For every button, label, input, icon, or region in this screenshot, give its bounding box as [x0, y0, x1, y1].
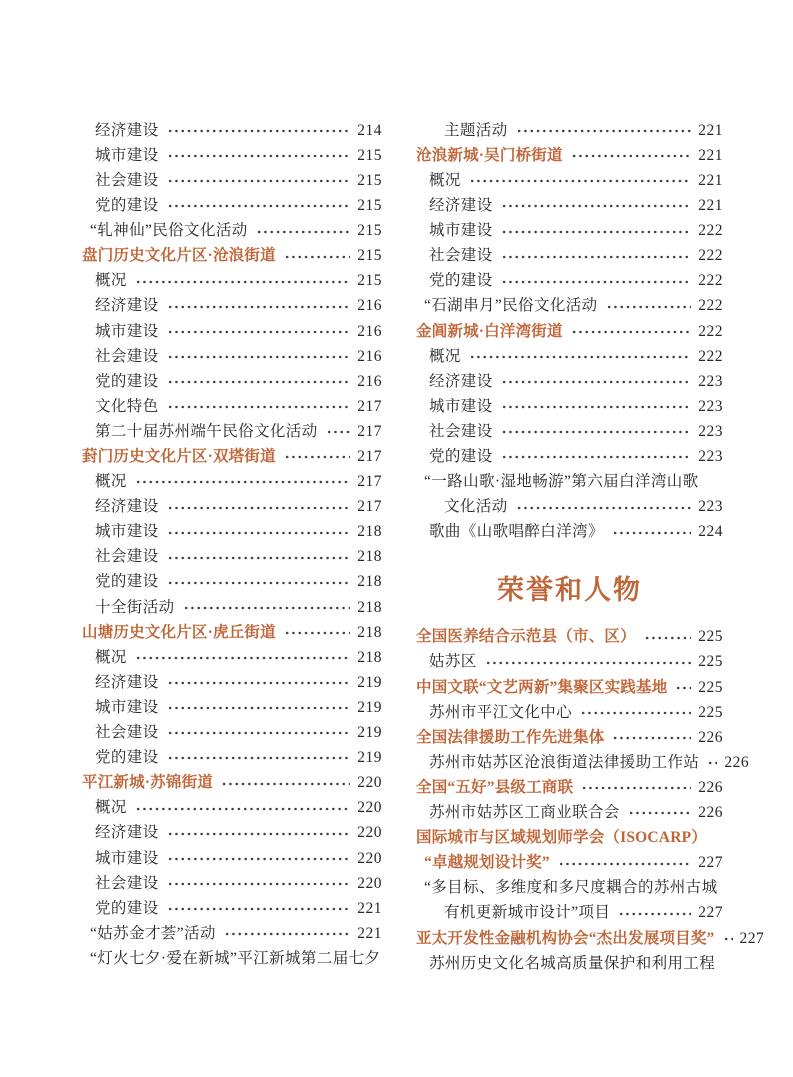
entry-label: 文化活动	[444, 498, 508, 516]
entry-label: 平江新城·苏锦街道	[82, 774, 213, 792]
dot-leader	[501, 218, 692, 243]
entry-label: 有机更新城市设计”项目	[444, 904, 611, 922]
dot-leader	[612, 725, 691, 750]
dot-leader	[606, 294, 692, 319]
dot-leader	[516, 118, 692, 143]
dot-leader	[135, 269, 350, 294]
entry-label: 中国文联“文艺两新”集聚区实践基地	[416, 678, 668, 696]
toc-item-entry	[416, 394, 723, 419]
entry-page-number: 219	[357, 749, 382, 767]
entry-page-number: 218	[357, 648, 382, 666]
entry-label: 苏州市平江文化中心	[429, 703, 573, 721]
entry-label: 文化特色	[95, 397, 159, 415]
dot-leader	[224, 921, 350, 946]
entry-page-number: 217	[357, 473, 382, 491]
dot-leader	[571, 143, 692, 168]
toc-item-entry	[82, 846, 382, 871]
dot-leader	[501, 419, 692, 444]
entry-page-number: 217	[357, 397, 382, 415]
dot-leader	[135, 796, 350, 821]
toc-item-entry	[82, 369, 382, 394]
toc-item-entry	[82, 294, 382, 319]
entry-label: “石湖串月”民俗文化活动	[424, 297, 598, 315]
dot-leader	[167, 394, 351, 419]
dot-leader	[167, 846, 351, 871]
toc-item-entry	[82, 494, 382, 519]
entry-page-number: 218	[357, 573, 382, 591]
dot-leader	[501, 243, 692, 268]
entry-label: 概况	[429, 347, 461, 365]
entry-label: 社会建设	[429, 247, 493, 265]
entry-label: 经济建设	[429, 372, 493, 390]
entry-label: 经济建设	[429, 197, 493, 215]
dot-leader	[221, 770, 350, 795]
entry-page-number: 218	[357, 523, 382, 541]
toc-item-entry	[82, 745, 382, 770]
dot-leader	[167, 570, 351, 595]
toc-item-entry	[82, 344, 382, 369]
toc-item-entry	[82, 419, 382, 444]
entry-page-number: 220	[357, 849, 382, 867]
dot-leader	[284, 243, 350, 268]
toc-item-entry	[82, 670, 382, 695]
toc-item-entry	[77, 921, 382, 946]
dot-leader	[135, 469, 350, 494]
toc-item-entry	[77, 946, 382, 971]
entry-page-number: 221	[698, 171, 723, 189]
dot-leader	[612, 520, 691, 545]
toc-item-entry	[82, 168, 382, 193]
toc-item-entry	[411, 469, 723, 494]
entry-page-number: 226	[698, 778, 723, 796]
toc-item-entry	[82, 269, 382, 294]
entry-label: 城市建设	[95, 849, 159, 867]
toc-item-entry	[82, 871, 382, 896]
toc-item-entry	[416, 419, 723, 444]
toc-heading-entry	[82, 620, 382, 645]
dot-leader	[675, 675, 691, 700]
entry-page-number: 215	[357, 171, 382, 189]
entry-page-number: 219	[357, 673, 382, 691]
toc-item-entry	[416, 118, 723, 143]
toc-item-entry	[416, 269, 723, 294]
entry-page-number: 218	[357, 623, 382, 641]
dot-leader	[167, 821, 351, 846]
dot-leader	[284, 444, 350, 469]
toc-heading-entry	[416, 675, 723, 700]
toc-item-entry	[82, 720, 382, 745]
entry-page-number: 221	[698, 146, 723, 164]
entry-page-number: 225	[698, 678, 723, 696]
entry-page-number: 220	[357, 824, 382, 842]
toc-item-entry	[82, 118, 382, 143]
entry-page-number: 221	[357, 924, 382, 942]
entry-page-number: 218	[357, 598, 382, 616]
entry-page-number: 223	[698, 498, 723, 516]
entry-label: 金阊新城·白洋湾街道	[416, 322, 563, 340]
entry-page-number: 225	[698, 703, 723, 721]
entry-label: “灯火七夕·爱在新城”平江新城第二届七夕	[90, 949, 381, 967]
dot-leader	[501, 444, 692, 469]
entry-label: 党的建设	[95, 899, 159, 917]
toc-item-entry	[82, 319, 382, 344]
entry-label: 经济建设	[95, 498, 159, 516]
entry-label: 概况	[95, 272, 127, 290]
dot-leader	[256, 218, 351, 243]
entry-label: 党的建设	[429, 272, 493, 290]
entry-page-number: 223	[698, 422, 723, 440]
dot-leader	[501, 193, 692, 218]
entry-page-number: 220	[357, 799, 382, 817]
toc-heading-entry	[82, 444, 382, 469]
dot-leader	[644, 625, 691, 650]
entry-label: 党的建设	[95, 372, 159, 390]
entry-label: “轧神仙”民俗文化活动	[90, 222, 248, 240]
dot-leader	[167, 545, 351, 570]
entry-label: 经济建设	[95, 121, 159, 139]
entry-page-number: 219	[357, 724, 382, 742]
entry-page-number: 227	[739, 929, 765, 947]
toc-item-entry	[416, 494, 723, 519]
toc-item-entry	[82, 595, 382, 620]
toc-heading-entry	[411, 850, 723, 875]
entry-page-number: 226	[698, 728, 723, 746]
entry-page-number: 223	[698, 448, 723, 466]
entry-page-number: 219	[357, 698, 382, 716]
entry-page-number: 216	[357, 322, 382, 340]
entry-page-number: 220	[357, 774, 382, 792]
dot-leader	[167, 720, 351, 745]
dot-leader	[167, 670, 351, 695]
toc-heading-entry	[416, 143, 723, 168]
dot-leader	[580, 700, 691, 725]
toc-item-entry	[411, 294, 723, 319]
toc-item-entry	[82, 896, 382, 921]
toc-item-entry	[416, 951, 723, 976]
entry-page-number: 224	[698, 523, 723, 541]
dot-leader	[284, 620, 350, 645]
toc-item-entry	[416, 218, 723, 243]
entry-page-number: 218	[357, 548, 382, 566]
entry-label: 党的建设	[95, 749, 159, 767]
entry-label: 全国医养结合示范县（市、区）	[416, 628, 636, 646]
toc-item-entry	[77, 218, 382, 243]
entry-label: 概况	[429, 171, 461, 189]
entry-page-number: 215	[357, 197, 382, 215]
entry-page-number: 227	[698, 854, 723, 872]
entry-page-number: 226	[724, 753, 750, 771]
toc-item-entry	[416, 520, 723, 545]
dot-leader	[167, 344, 351, 369]
entry-label: 经济建设	[95, 673, 159, 691]
entry-label: 苏州市姑苏区工商业联合会	[429, 804, 620, 822]
dot-leader	[167, 168, 351, 193]
entry-label: 全国法律援助工作先进集体	[416, 728, 605, 746]
dot-leader	[571, 319, 692, 344]
entry-label: 葑门历史文化片区·双塔街道	[82, 448, 276, 466]
entry-page-number: 225	[698, 628, 723, 646]
entry-page-number: 215	[357, 146, 382, 164]
toc-item-entry	[82, 545, 382, 570]
entry-label: 城市建设	[429, 222, 493, 240]
dot-leader	[723, 926, 733, 951]
dot-leader	[183, 595, 351, 620]
dot-leader	[707, 750, 717, 775]
toc-item-entry	[411, 876, 723, 901]
entry-label: 城市建设	[95, 698, 159, 716]
entry-label: “一路山歌·湿地畅游”第六届白洋湾山歌	[424, 473, 699, 491]
section-title-honors-and-people: 荣誉和人物	[497, 574, 642, 605]
toc-item-entry	[416, 344, 723, 369]
entry-page-number: 217	[357, 422, 382, 440]
entry-page-number: 216	[357, 297, 382, 315]
entry-page-number: 222	[698, 347, 723, 365]
entry-page-number: 222	[698, 272, 723, 290]
toc-item-entry	[82, 520, 382, 545]
entry-label: 主题活动	[444, 121, 508, 139]
entry-page-number: 215	[357, 222, 382, 240]
entry-label: 社会建设	[95, 874, 159, 892]
entry-label: 第二十届苏州端午民俗文化活动	[95, 422, 318, 440]
toc-right-bottom-entries	[416, 625, 765, 976]
entry-page-number: 220	[357, 874, 382, 892]
toc-heading-entry	[416, 926, 765, 951]
entry-page-number: 223	[698, 397, 723, 415]
toc-item-entry	[416, 168, 723, 193]
toc-item-entry	[416, 901, 723, 926]
entry-label: 沧浪新城·吴门桥街道	[416, 146, 563, 164]
dot-leader	[558, 850, 691, 875]
entry-page-number: 222	[698, 322, 723, 340]
entry-page-number: 216	[357, 347, 382, 365]
entry-label: “多目标、多维度和多尺度耦合的苏州古城	[424, 879, 718, 897]
entry-page-number: 227	[698, 904, 723, 922]
toc-item-entry	[416, 650, 723, 675]
toc-right-top-entries	[416, 118, 723, 545]
toc-item-entry	[82, 645, 382, 670]
toc-item-entry	[416, 800, 723, 825]
toc-item-entry	[82, 394, 382, 419]
toc-item-entry	[82, 695, 382, 720]
toc-right-column	[416, 118, 765, 976]
toc-heading-entry	[416, 725, 723, 750]
entry-label: 山塘历史文化片区·虎丘街道	[82, 623, 276, 641]
entry-label: 歌曲《山歌唱醉白洋湾》	[429, 523, 604, 541]
dot-leader	[167, 294, 351, 319]
dot-leader	[326, 419, 351, 444]
dot-leader	[167, 695, 351, 720]
entry-page-number: 222	[698, 297, 723, 315]
dot-leader	[581, 775, 691, 800]
dot-leader	[167, 118, 351, 143]
entry-label: 概况	[95, 648, 127, 666]
entry-label: 姑苏区	[429, 653, 477, 671]
dot-leader	[628, 800, 691, 825]
entry-label: 社会建设	[95, 347, 159, 365]
entry-label: 党的建设	[95, 573, 159, 591]
entry-label: “姑苏金才荟”活动	[90, 924, 216, 942]
toc-heading-entry	[416, 319, 723, 344]
dot-leader	[167, 745, 351, 770]
entry-page-number: 222	[698, 247, 723, 265]
entry-page-number: 221	[357, 899, 382, 917]
entry-page-number: 223	[698, 372, 723, 390]
toc-item-entry	[416, 444, 723, 469]
toc-heading-entry	[82, 770, 382, 795]
entry-label: 苏州历史文化名城高质量保护和利用工程	[429, 954, 716, 972]
entry-label: 经济建设	[95, 297, 159, 315]
entry-label: 亚太开发性金融机构协会“杰出发展项目奖”	[416, 929, 715, 947]
dot-leader	[516, 494, 692, 519]
entry-label: 苏州市姑苏区沧浪街道法律援助工作站	[429, 753, 700, 771]
dot-leader	[501, 394, 692, 419]
dot-leader	[167, 871, 351, 896]
entry-page-number: 215	[357, 247, 382, 265]
dot-leader	[469, 168, 691, 193]
entry-label: 概况	[95, 799, 127, 817]
toc-item-entry	[416, 750, 750, 775]
entry-label: 概况	[95, 473, 127, 491]
dot-leader	[485, 650, 692, 675]
entry-label: 城市建设	[95, 146, 159, 164]
toc-item-entry	[82, 143, 382, 168]
entry-label: 十全街活动	[95, 598, 175, 616]
dot-leader	[618, 901, 691, 926]
toc-heading-entry	[416, 825, 723, 850]
dot-leader	[167, 896, 351, 921]
entry-label: 国际城市与区域规划师学会（ISOCARP）	[416, 829, 707, 847]
entry-label: 城市建设	[95, 322, 159, 340]
dot-leader	[501, 269, 692, 294]
dot-leader	[135, 645, 350, 670]
entry-page-number: 216	[357, 372, 382, 390]
entry-page-number: 221	[698, 197, 723, 215]
entry-label: “卓越规划设计奖”	[424, 854, 550, 872]
toc-item-entry	[416, 369, 723, 394]
entry-page-number: 214	[357, 121, 382, 139]
entry-label: 社会建设	[95, 548, 159, 566]
dot-leader	[167, 369, 351, 394]
toc-heading-entry	[82, 243, 382, 268]
entry-label: 城市建设	[95, 523, 159, 541]
toc-left-column	[82, 118, 382, 976]
entry-label: 社会建设	[95, 724, 159, 742]
toc-item-entry	[82, 570, 382, 595]
toc-item-entry	[416, 243, 723, 268]
entry-page-number: 221	[698, 121, 723, 139]
entry-label: 社会建设	[429, 422, 493, 440]
toc-item-entry	[82, 821, 382, 846]
toc-item-entry	[416, 193, 723, 218]
entry-page-number: 217	[357, 498, 382, 516]
entry-label: 党的建设	[429, 448, 493, 466]
dot-leader	[501, 369, 692, 394]
dot-leader	[167, 520, 351, 545]
entry-label: 党的建设	[95, 197, 159, 215]
toc-item-entry	[416, 700, 723, 725]
entry-label: 全国“五好”县级工商联	[416, 778, 574, 796]
dot-leader	[167, 319, 351, 344]
entry-page-number: 225	[698, 653, 723, 671]
entry-page-number: 215	[357, 272, 382, 290]
toc-item-entry	[82, 796, 382, 821]
dot-leader	[167, 143, 351, 168]
entry-label: 经济建设	[95, 824, 159, 842]
dot-leader	[469, 344, 691, 369]
entry-page-number: 226	[698, 804, 723, 822]
toc-item-entry	[82, 469, 382, 494]
dot-leader	[167, 494, 351, 519]
dot-leader	[167, 193, 351, 218]
entry-page-number: 217	[357, 448, 382, 466]
entry-page-number: 222	[698, 222, 723, 240]
toc-heading-entry	[416, 775, 723, 800]
entry-label: 社会建设	[95, 171, 159, 189]
entry-label: 盘门历史文化片区·沧浪街道	[82, 247, 276, 265]
entry-label: 城市建设	[429, 397, 493, 415]
toc-item-entry	[82, 193, 382, 218]
toc-heading-entry	[416, 625, 723, 650]
